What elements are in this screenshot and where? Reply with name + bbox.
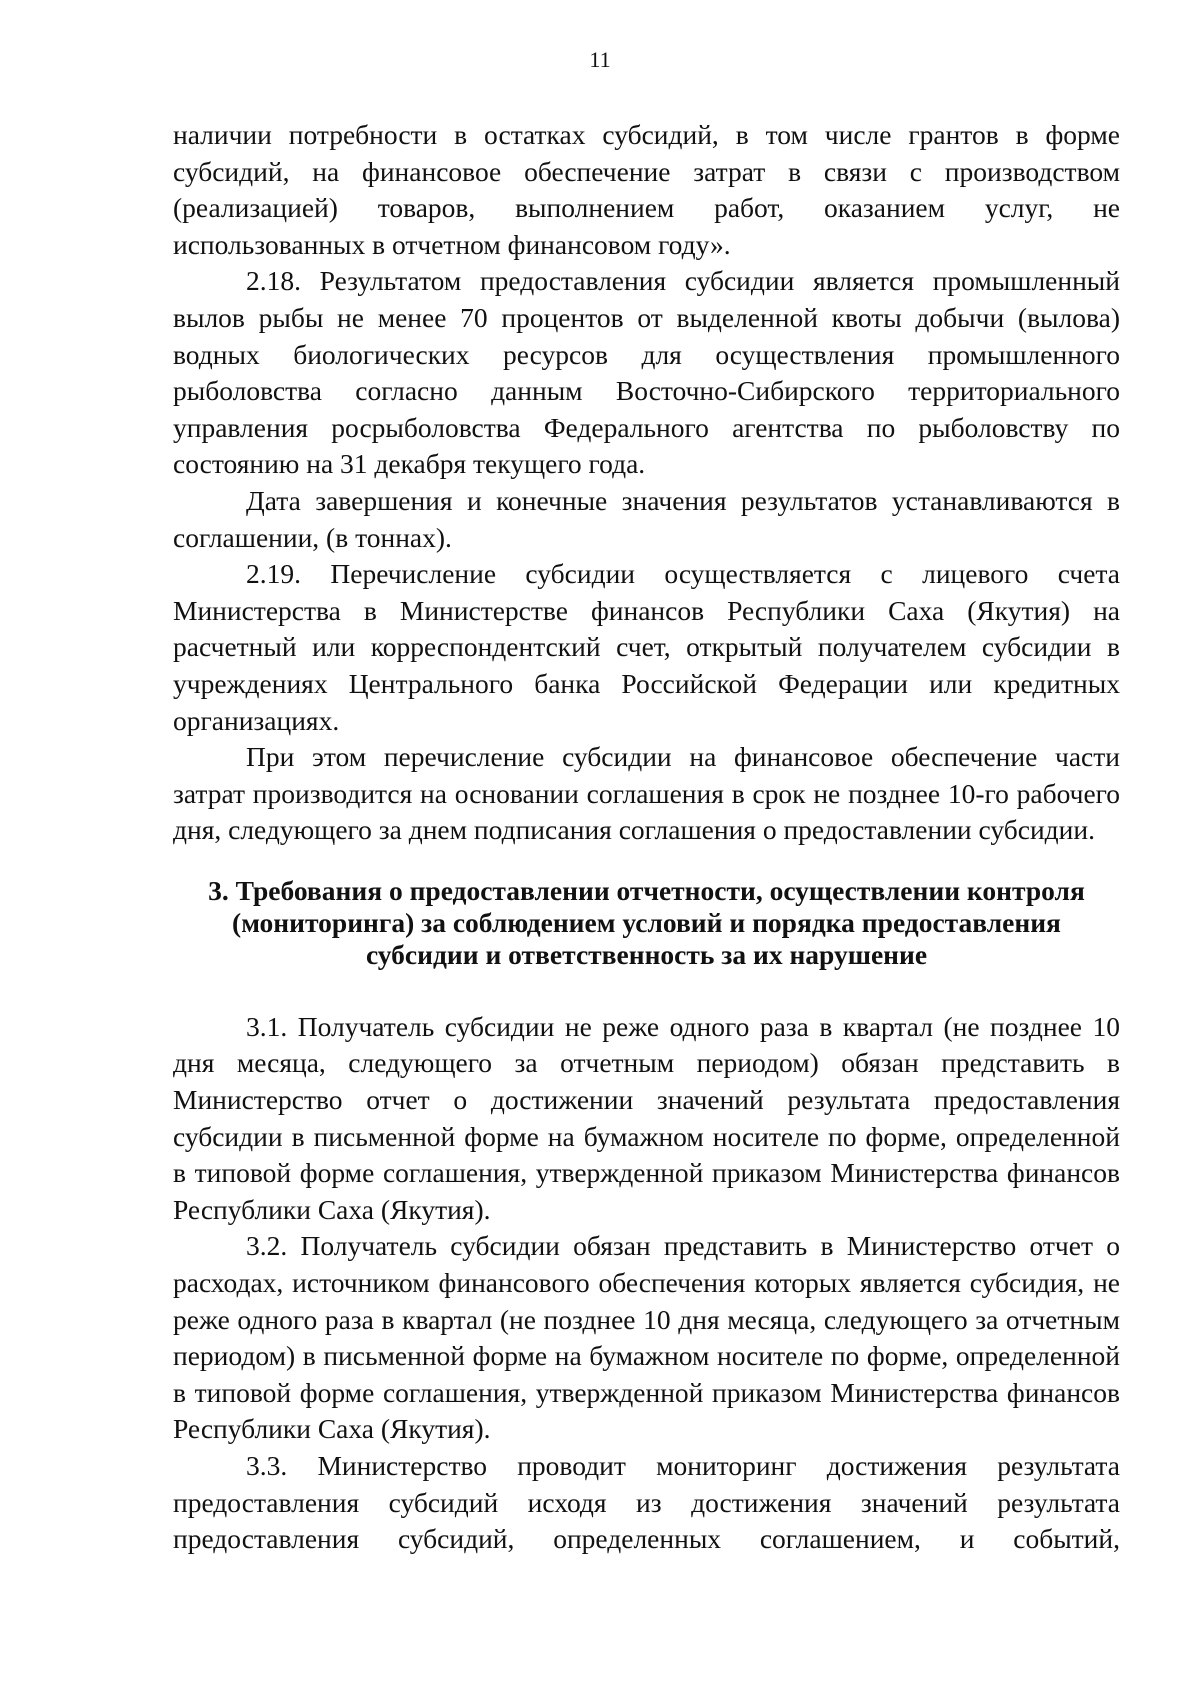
paragraph-continuation: наличии потребности в остатках субсидий, в том числе грантов в форме субсидий, на финансовое обеспечение затрат в связи с производством (реализацией) товаров, выполнением работ, оказанием услуг, не использованных в отчетном финансовом году». [173,119,1120,260]
paragraph-3-3: 3.3. Министерство проводит мониторинг достижения результата предоставления субсидий исходя из достижения значений результата предоставления субсидий, определенных соглашением, и событий, [173,1450,1120,1555]
page-number: 11 [589,47,611,72]
section-3-heading-line-2: (мониторинга) за соблюдением условий и порядка предоставления [232,906,1061,938]
section-3-heading-line-3: субсидии и ответственность за их нарушение [365,938,928,970]
section-3-heading-line-1: 3. Требования о предоставлении отчетности, осуществлении контроля [208,874,1085,906]
paragraph-3-2: 3.2. Получатель субсидии обязан представить в Министерство отчет о расходах, источником финансового обеспечения которых является субсидия, не реже одного раза в квартал (не позднее 10 дня месяца, следующего за отчетным периодом) в письменной форме на бумажном носителе по форме, определенной в типовой форме соглашения, утвержденной приказом Министерства финансов Республики Саха (Якутия). [173,1230,1120,1445]
spacer [173,849,1120,875]
paragraph-result-date: Дата завершения и конечные значения результатов устанавливаются в соглашении, (в тоннах). [173,484,1120,553]
section-3-heading [173,875,1120,971]
paragraph-2-19: 2.19. Перечисление субсидии осуществляется с лицевого счета Министерства в Министерстве финансов Республики Саха (Якутия) на расчетный или корреспондентский счет, открытый получателем субсидии в учреждениях Центрального банка Российской Федерации или кредитных организациях. [173,558,1120,736]
document-body [173,117,1120,1558]
paragraph-transfer-terms: При этом перечисление субсидии на финансовое обеспечение части затрат производится на основании соглашения в срок не позднее 10-го рабочего дня, следующего за днем подписания соглашения о предоставлении субсидии. [173,741,1120,846]
paragraph-2-18: 2.18. Результатом предоставления субсидии является промышленный вылов рыбы не менее 70 процентов от выделенной квоты добычи (вылова) водных биологических ресурсов для осуществления промышленного рыболовства согласно данным Восточно-Сибирского территориального управления росрыболовства Федерального агентства по рыболовству по состоянию на 31 декабря текущего года. [173,265,1120,480]
spacer [173,971,1120,1009]
paragraph-3-1: 3.1. Получатель субсидии не реже одного раза в квартал (не позднее 10 дня месяца, следующего за отчетным периодом) обязан представить в Министерство отчет о достижении значений результата предоставления субсидии в письменной форме на бумажном носителе по форме, определенной в типовой форме соглашения, утвержденной приказом Министерства финансов Республики Саха (Якутия). [173,1010,1120,1225]
